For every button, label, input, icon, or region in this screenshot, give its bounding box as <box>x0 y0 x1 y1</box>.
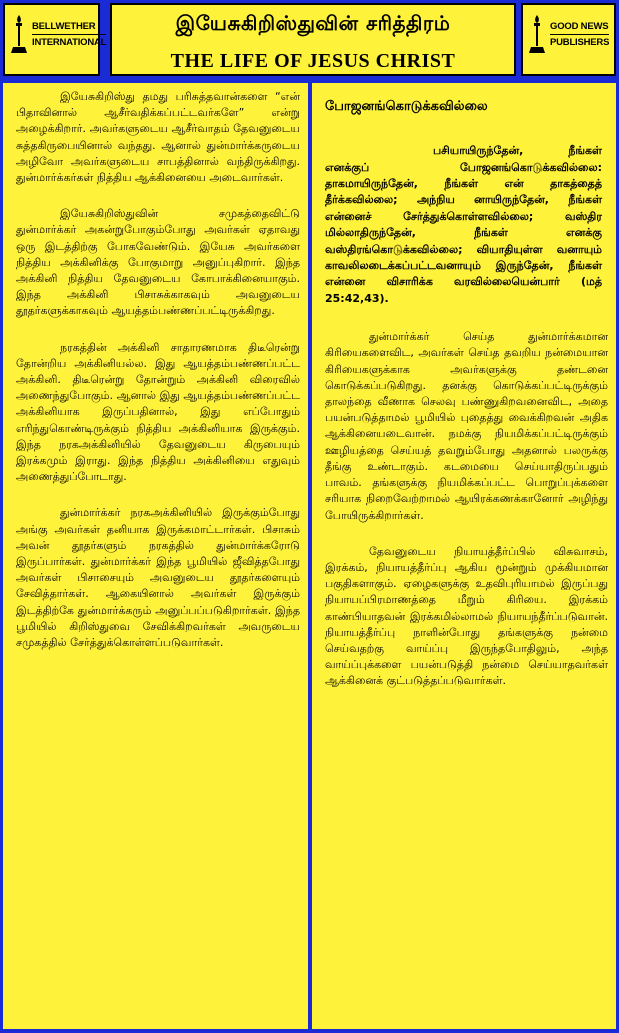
left-paragraph-2: இயேசுகிறிஸ்துவின் சமுகத்தைவிட்டு துன்மார்க்கர் அகன்றுபோகும்போது அவர்கள் ஏதாவது ஒரு இடத்திற்கு போகவேண்டும். இயேசு அவர்களை நித்திய அக்கினிக்கு போகுமாறு அனுப்புகிறார். இந்த அக்கினி நித்திய தேவனுடைய கோபாக்கினையாகும். இந்த அக்கினி பிசாசுக்காகவும் அவனுடைய தூதர்களுக்காகவும் ஆயத்தம்பண்ணப்பட்டிருக்கிறது. <box>16 207 300 318</box>
logo-left-line2: INTERNATIONAL <box>32 36 107 48</box>
lamp-stand-icon <box>527 13 547 55</box>
right-column <box>312 83 616 1029</box>
scripture-quote: பசியாயிருந்தேன், நீங்கள் எனக்குப் போஜனங்கொடுக்கவில்லை: தாகமாயிருந்தேன், நீங்கள் என் தாகத்தைத் தீர்க்கவில்லை; அந்நிய னாயிருந்தேன், நீங்கள் என்னைச் சேர்த்துக்கொள்ளவில்லை; வஸ்திர மில்லாதிருந்தேன், நீங்கள் எனக்கு வஸ்திரங்கொடுக்கவில்லை; வியாதியுள்ள வனாயும் காவலிலடைக்கப்பட்டவனாயும் இருந்தேன், நீங்கள் என்னை விசாரிக்க வரவில்லையென்பார் (மத் 25:42,43). <box>325 144 602 305</box>
left-paragraph-4: துன்மார்க்கர் நரகஅக்கினியில் இருக்கும்போது அங்கு அவர்கள் தனியாக இருக்கமாட்டார்கள். பிசாசும் அவன் தூதர்களும் நரகத்தில் துன்மார்க்கரோடு இருப்பார்கள். துன்மார்க்கர் இந்த பூமியில் ஜீவித்தபோது அவர்கள் பிசாசையும் அவனுடைய தூதர்களையும் சேவித்தார்கள். ஆகையினால் அவர்கள் இருக்கும் இடத்திற்கே துன்மார்க்கரும் அனுப்பப்படுகிறார்கள். இந்த பூமியில் கிறிஸ்துவை சேவிக்கிறவர்கள் அவருடைய சமுகத்தில் சேர்த்துக்கொள்ளப்படுவார்கள். <box>16 506 300 650</box>
title-english: THE LIFE OF JESUS CHRIST <box>170 50 456 72</box>
left-column <box>3 83 308 1029</box>
lamp-stand-icon <box>9 13 29 55</box>
left-paragraph-1: இயேசுகிறிஸ்து தமது பரிசுத்தவான்களை “என் பிதாவினால் ஆசீர்வதிக்கப்பட்டவர்களே” என்று அழைக்கிறார். அவர்களுடைய ஆசீர்வாதம் தேவனுடைய சுத்தகிருபையினால் வந்தது. ஆனால் துன்மார்க்கருடைய அழிவோ அவர்களுடைய சாபத்தினால் வந்திருக்கிறது. துன்மார்க்கர்கள் நித்திய ஆக்கினையை அடைவார்கள். <box>16 90 300 185</box>
section-heading: போஜனங்கொடுக்கவில்லை <box>325 99 488 114</box>
right-paragraph-2: தேவனுடைய நியாயத்தீர்ப்பில் விசுவாசம், இரக்கம், நியாயத்தீர்ப்பு ஆகிய மூன்றும் முக்கியமான பகுதிகளாகும். ஏழைகளுக்கு உதவிபுரியாமல் இருப்பது நியாயப்பிரமாணத்தை மீறும் கிரியை. இரக்கம் காண்பியாதவன் இரக்கமில்லாமல் நியாயந்தீர்ப்படுவான். நியாயத்தீர்ப்பு நாளின்போது தங்களுக்கு நன்மை செய்வதற்கு வாய்ப்பு இருந்தபோதிலும், அந்த வாய்ப்புக்களை பயன்படுத்தி நன்மை செய்யாதவர்கள் ஆக்கினைக் குட்படுத்தப்படுவார்கள். <box>325 544 608 688</box>
page-title <box>110 3 516 76</box>
right-paragraph-1: துன்மார்க்கர் செய்த துன்மார்க்கமான கிரியைகளைவிட, அவர்கள் செய்த தவறிய நன்மையான கிரியைகளுக்காக அவர்களுக்கு தண்டனை கொடுக்கப்படுகிறது. தனக்கு கொடுக்கப்பட்டிருக்கும் தாலந்தை வீணாக செலவு பண்ணுகிறவனைவிட, அதை பயன்படுத்தாமல் பூமியில் புதைத்து வைக்கிறவன் அதிக ஆக்கினையடைவான். நமக்கு நியமிக்கப்பட்டிருக்கும் ஊழியத்தை செய்யத் தவறும்போது அதனால் பலருக்கு தீங்கு உண்டாகும். கடமையை செய்யாதிருப்பதும் பாவம். தங்களுக்கு நியமிக்கப்பட்ட பொறுப்புக்களை சரியாக நிறைவேற்றாமல் ஆயிரக்கணக்கானோர் அழிந்து போயிருக்கிறார்கள். <box>325 330 608 522</box>
logo-bellwether <box>3 3 107 76</box>
logo-right-line1: GOOD NEWS <box>550 19 609 35</box>
logo-good-news <box>521 3 616 76</box>
title-tamil: இயேசுகிறிஸ்துவின் சரித்திரம் <box>175 11 451 35</box>
left-paragraph-3: நரகத்தின் அக்கினி சாதாரணமாக திடீரென்று தோன்றிய அக்கினியல்ல. இது ஆயத்தம்பண்ணப்பட்ட அக்கினி. திடீரென்று தோன்றும் அக்கினி விரைவில் அணைந்துபோகும். ஆனால் இது ஆயத்தம்பண்ணப்பட்ட அக்கினியாக இருப்பதினால், இது எப்போதும் எரிந்துகொண்டிருக்கும் நித்திய அக்கினியாக இருக்கும். இந்த நரகஅக்கினியில் தேவனுடைய கிருபையும் இரக்கமும் இராது. இந்த நித்திய அக்கினியை எதுவும் அணைத்துப்போடாது. <box>16 340 300 484</box>
logo-left-line1: BELLWETHER <box>32 19 106 35</box>
logo-right-line2: PUBLISHERS <box>550 36 610 48</box>
